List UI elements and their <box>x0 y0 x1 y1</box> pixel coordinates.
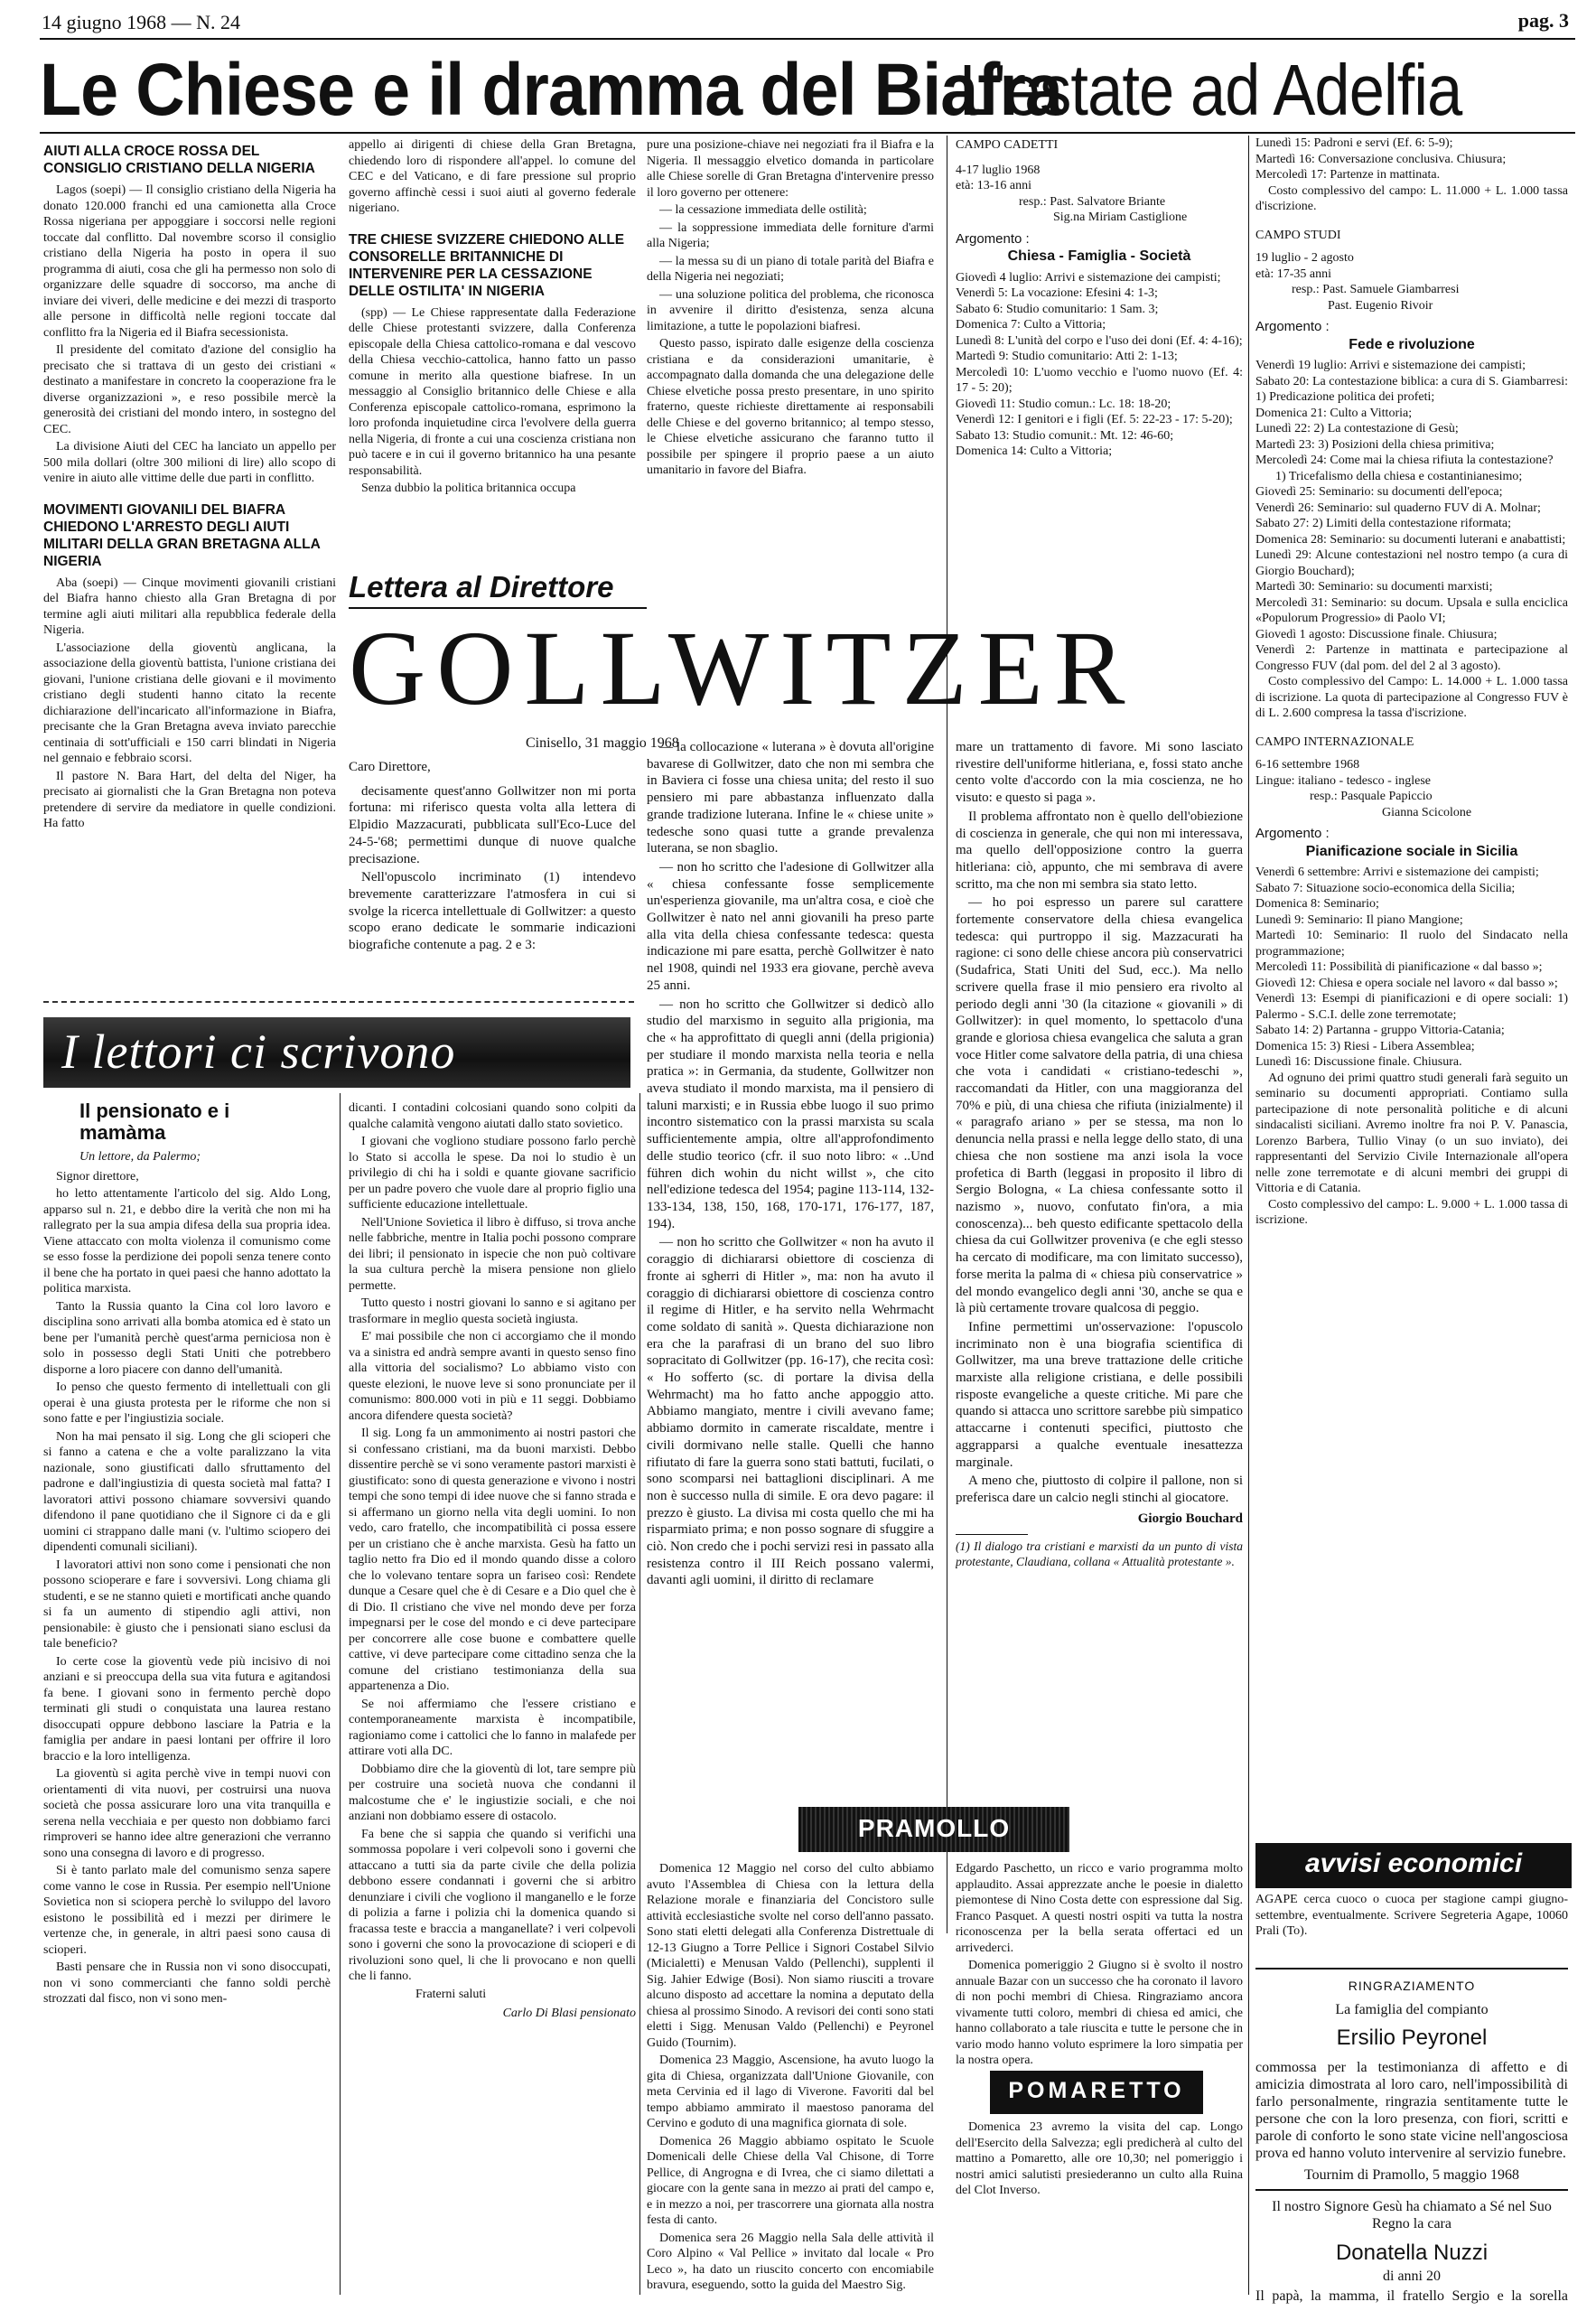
lettori-paragraph: Io certe cose la gioventù vede più incisivo di noi anziani e si preoccupa della sua vita futura e agitandosi fa bene. I giovani sono in fermento perchè dopo terminati gli studi o conquistata una laurea restano disoccupati oppure debbono lasciare la Patria e la famiglia per andare in paesi lontani per offrire il loro braccio e la loro intelligenza. <box>43 1654 331 1764</box>
column-rule <box>340 1093 341 2295</box>
program-item: Sabato 6: Studio comunitario: 1 Sam. 3; <box>956 302 1159 316</box>
lettori-paragraph: Basti pensare che in Russia non vi sono disoccupati, non vi sono commercianti che fanno soldi perchè strozzati dal fisco, non vi sono men- <box>43 1960 331 2006</box>
lettera-kicker: Lettera al Direttore <box>349 570 614 603</box>
program-item: Sabato 13: Studio comunit.: Mt. 12: 46-60; <box>956 428 1174 443</box>
section-divider <box>43 1001 634 1003</box>
biafra-paragraph: Il presidente del comitato d'azione del consiglio ha precisato che si trattava di un gesto dei cristiani « destinato a manifestare in concreto la cooperazione fra le diverse organizzazioni », e reso possibile mercè la generosità dei cristiani del mondo intero, in sostegno del CEC. <box>43 343 336 436</box>
lettori-paragraph: Tutto questo i nostri giovani lo sanno e si agitano per trasformare in meglio questa società ingiusta. <box>349 1296 636 1326</box>
studi-title: CAMPO STUDI <box>1255 228 1341 242</box>
adelfia-column-2 <box>1255 136 1568 1834</box>
lettori-paragraph: Non ha mai pensato il sig. Long che gli scioperi che si fanno a catena e che a volte paralizzano la vita nazionale, sono giustificati dallo sfruttamento del padrone e dall'ingiustizia di questa società mal fatta? I lavoratori attivi possono chiamare sovversivi quando difendono il pane quotidiano che il Signore ci da e gli uomini ci strappano dalle mani (v. l'ultimo sciopero dei dipendenti comunali siciliani). <box>43 1429 331 1554</box>
program-item: Lunedì 8: L'unità del corpo e l'uso dei doni (Ef. 4: 4-16); <box>956 333 1243 348</box>
intl-dates: 6-16 settembre 1968 <box>1255 758 1360 772</box>
program-item: Ad ognuno dei primi quattro studi generali farà seguito un seminario su documenti appropriati. Contiamo sulla partecipazione di note personalità politiche e di alcuni sindacalisti siciliani. Avremo inoltre fra noi P. V. Panascia, Lorenzo Barbera, Tullio Vinay (o un suo inviato), dei rappresentanti del Servizio Civile Internazionale all'opera nelle zone terremotate e di alcuni membri dei gruppi di Vittoria e di Catania. <box>1255 1071 1568 1195</box>
program-item: Costo complessivo del Campo: L. 14.000 + L. 1.000 tassa di iscrizione. La quota di partecipazione al Congresso FUV è di L. 2.600 compresa la tassa d'iscrizione. <box>1255 675 1568 720</box>
pramollo-paragraph: Domenica 26 Maggio abbiamo ospitato le Scuole Domenicali delle Chiese della Val Chisone, di Torre Pellice, di Angrogna e di Ivrea, che ci siamo dilettati a giocare con la gente sana in mezzo ai prati del campo e, e in mezzo a noi, per trascorrere una giornata alla nostra festa di canto. <box>647 2134 934 2227</box>
ringraziamento-title: RINGRAZIAMENTO <box>1348 1979 1476 1993</box>
lettera-footnote: (1) Il dialogo tra cristiani e marxisti da un punto di vista protestante, Claudiana, collana « Attualità protestante ». <box>956 1539 1243 1569</box>
cadetti-theme: Chiesa - Famiglia - Società <box>1007 248 1191 264</box>
lettori-paragraph: Se noi affermiamo che l'essere cristiano e contemporaneamente marxista è incompatibile, ragioniamo come i cattolici che lo fanno in malafede per attirare voti alla DC. <box>349 1697 636 1758</box>
program-item: Domenica 15: 3) Riesi - Libera Assemblea; <box>1255 1039 1475 1053</box>
program-item: Sabato 20: La contestazione biblica: a cura di S. Giambarresi: 1) Predicazione politica dei profeti; <box>1255 374 1568 404</box>
biafra-paragraph: Il pastore N. Bara Hart, del delta del Niger, ha precisato ai giornalisti che la Gran Bretagna non poteva pretendere di servire da mediatore in quelle condizioni. Ha fatto <box>43 769 336 830</box>
lettera-title: GOLLWITZER <box>349 609 1136 727</box>
family-text: Il papà, la mamma, il fratello Sergio e la sorella <box>1255 2288 1568 2304</box>
lettera-column-2 <box>647 739 934 1780</box>
lettera-paragraph: Il problema affrontato non è quello dell'obiezione di coscienza in generale, che qui non mi interessava, ma quello dell'opposizione contro la guerra hitleriana: ciò, appunto, che mi sembrava di avere scritto, ma che non mi sembra sia stato letto. <box>956 809 1243 892</box>
lettori-paragraph: Fa bene che si sappia che quando si verifichi una sommossa popolare i veri colpevoli sono i governi che attaccano a tutti sia da parte civile che della polizia debbono essere condannati i governi che si arbitro denunziare i civili che vogliono il manganello e le forze di polizia a farne i polizia chi la domenica quando si fracassa teste e braccia a manganellate? i veri colpevoli sono i governi che sono la provocazione di scioperi e di rivoluzioni sono quel, li che li provocano e non quelli che li fanno. <box>349 1827 636 1983</box>
cadetti-title: CAMPO CADETTI <box>956 138 1059 152</box>
program-item: Domenica 14: Culto a Vittoria; <box>956 444 1113 458</box>
column-rule <box>1248 136 1249 2295</box>
intl-lang: Lingue: italiano - tedesco - inglese <box>1255 773 1431 788</box>
lettera-paragraph: — non ho scritto che l'adesione di Gollwitzer alla « chiesa confessante fosse semplicemente un'esperienza giovanile, ma un'altra cosa, e cioè che Gollwitzer è nato nel anni giovanili ha preso parte alla vita della chiesa confessante tedesca: questa indicazione mi pare esatta, perchè Gollwitzer è nato nel 1908, quindi nel 1933 era giovane, perchè aveva 25 anni. <box>647 859 934 993</box>
program-item: Lunedì 22: 2) La contestazione di Gesù; <box>1255 422 1459 435</box>
footnote-rule <box>956 1534 1028 1535</box>
program-item: Sabato 14: 2) Partanna - gruppo Vittoria-Catania; <box>1255 1024 1505 1037</box>
pomaretto-column <box>956 2119 1243 2291</box>
lettori-paragraph: Il sig. Long fa un ammonimento ai nostri pastori che si confessano cristiani, ma da buoni marxisti. Debbo dissentire perchè se vi sono veramente pastori marxisti è giustificato: sono di questa generazione e vivono i nostri tempi che sono tempi di idee nuove che si fanno strada e si affermano un giorno nella vita degli uomini. Io non vedo, caro fratello, che incompatibilità ci possa essere per un cristiano che è anche marxista. Gesù ha fatto un taglio netto fra Dio ed il mondo quando disse a coloro che lo volevano tentare sopra un fariseo così: Rendete dunque a Cesare quel che è di Cesare e a Dio quel che è di Dio. Il cristiano che vive nel mondo deve per forza impegnarsi per le cose del mondo e ci deve partecipare per concorrere alle cose buone e combattere quelle cattive, vi deve partecipare come cittadino senza che la comune del cristiano testimonianza della sua appartenenza a Dio. <box>349 1427 636 1693</box>
program-item: Giovedì 1 agosto: Discussione finale. Chiusura; <box>1255 627 1498 641</box>
intl-resp: Gianna Scicolone <box>1382 805 1472 819</box>
lettori-paragraph: I giovani che vogliono studiare possono farlo perchè lo Stato si accolla le spese. Da noi lo studio è un privilegio di chi ha i soldi e quante giovane sacrificio per un padre povero che vuole dare al proprio figlio una sufficiente educazione intellettuale. <box>349 1135 636 1212</box>
program-item: Costo complessivo del campo: L. 11.000 + L. 1.000 tassa d'iscrizione. <box>1255 183 1568 213</box>
biafra-subhead-1: AIUTI ALLA CROCE ROSSA DEL CONSIGLIO CRISTIANO DELLA NIGERIA <box>43 144 315 176</box>
biafra-subhead-2: MOVIMENTI GIOVANILI DEL BIAFRA CHIEDONO L'ARRESTO DEGLI AIUTI MILITARI DELLA GRAN BRETAGNA ALLA NIGERIA <box>43 501 321 569</box>
lettori-paragraph: Io penso che questo fermento di intellettuali con gli operai è una giusta protesta per le riforme che non si sono fatte e per l'ingiustizia sociale. <box>43 1380 331 1426</box>
lettori-paragraph: Nell'Unione Sovietica il libro è diffuso, si trova anche nelle fabbriche, mentre in Italia pochi possono comprare dei libri; il pensionato in ispecie che non può coltivare la sua cultura perchè la misera pensione non glielo permette. <box>349 1215 636 1293</box>
program-item: Giovedì 11: Studio comun.: Lc. 18: 18-20; <box>956 397 1171 411</box>
lettera-paragraph: — la collocazione « luterana » è dovuta all'origine bavarese di Gollwitzer, dato che non mi sembra che in Baviera ci fosse una chiesa unita; del resto il suo pensiero mi pare abbastanza influenzato dalla grande tradizione luterana. Infine le « chiese unite » tedesche sono quasi tutte a grande prevalenza luterana, se non sbaglio. <box>647 740 934 856</box>
program-item: Lunedì 16: Discussione finale. Chiusura. <box>1255 1055 1462 1069</box>
lettori-paragraph: Si è tanto parlato male del comunismo senza sapere come vanno le cose in Russia. Per esempio nell'Unione Sovietica non si sciopera perchè lo sviluppo del lavoro esistono le possibilità ed i mezzi per dirimere le vertenze che, in generale, in altri paesi sono causa di scioperi. <box>43 1864 331 1957</box>
program-item: Mercoledì 11: Possibilità di pianificazione « dal basso »; <box>1255 960 1543 974</box>
program-item: Venerdì 13: Esempi di pianificazioni e di opere sociali: 1) Palermo - S.C.I. delle zone terremotate; <box>1255 992 1568 1022</box>
argomento-label: Argomento : <box>1255 319 1330 334</box>
pramollo-paragraph: Edgardo Paschetto, un ricco e vario programma molto applaudito. Assai apprezzate anche le poesie in dialetto piemontese di Nino Costa dette con espressione dal Sig. Franco Pasquet. A questi nostri ospiti va tutta la nostra riconoscenza per la bella serata offertaci ed un arrivederci. <box>956 1862 1243 1955</box>
avvisi-column <box>1255 1892 1568 1964</box>
biafra-paragraph: Questo passo, ispirato dalle esigenze della coscienza cristiana e da considerazioni umanitarie, è accompagnato dalla domanda che una delegazione delle Chiese elvetiche possa presto presentare, in uno spirito fraterno, queste richieste direttamente ai responsabili delle Chiese e del governo britannico; al tempo stesso, le Chiese elvetiche assicurano che faranno tutto il possibile per spingere il proprio paese a un aiuto umanitario in favore del Biafra. <box>647 337 934 477</box>
program-item: Giovedì 25: Seminario: su documenti dell'epoca; <box>1255 485 1503 499</box>
program-item: Martedì 9: Studio comunitario: Atti 2: 1-13; <box>956 350 1178 363</box>
program-item: 1) Tricefalismo della chiesa e costantinianesimo; <box>1275 469 1523 483</box>
biafra-paragraph: Aba (soepi) — Cinque movimenti giovanili cristiani del Biafra hanno chiesto alla Gran Bretagna di por termine agli aiuti militari alla repubblica federale della Nigeria. <box>43 575 336 637</box>
intl-title: CAMPO INTERNAZIONALE <box>1255 734 1414 749</box>
avvisi-text: AGAPE cerca cuoco o cuoca per stagione campi giugno-settembre, eventualmente. Scrivere Segreteria Agape, 10060 Prali (To). <box>1255 1893 1568 1938</box>
lettera-greeting: Caro Direttore, <box>349 760 431 774</box>
program-item: Venerdì 5: La vocazione: Efesini 4: 1-3; <box>956 286 1158 300</box>
announcement-intro: Il nostro Signore Gesù ha chiamato a Sé nel Suo Regno la cara <box>1272 2198 1552 2231</box>
biafra-paragraph: Lagos (soepi) — Il consiglio cristiano della Nigeria ha donato 120.000 franchi ed una camionetta alla Croce Rossa nigeriana per appoggiare i soccorsi nelle regioni toccate dal conflitto. Dal novembre scorso il consiglio cristiano della Nigeria ha posto in opera il suo programma di aiuti, cosa che gli ha permesso non solo di organizzare delle squadre di soccorso, ma anche di inviare dei viveri, delle medicine e dei mezzi di trasporto alle persone in difficoltà nelle regioni toccate dal conflitto fra la Nigeria ed il Biafra secessionista. <box>43 183 336 340</box>
biafra-list-item: — una soluzione politica del problema, che riconosca in avvenire il diritto d'esistenza, senza alcuna limitazione, a tutte le popolazioni biafresi. <box>647 287 934 333</box>
argomento-label: Argomento : <box>956 230 1030 247</box>
pramollo-banner <box>798 1807 1069 1852</box>
program-item: Domenica 21: Culto a Vittoria; <box>1255 406 1413 420</box>
header-rule <box>40 38 1575 40</box>
deceased-name-2: Donatella Nuzzi <box>1335 2240 1489 2265</box>
lettera-signature: Giorgio Bouchard <box>1137 1511 1243 1526</box>
program-item: Costo complessivo del campo: L. 9.000 + L. 1.000 tassa di iscrizione. <box>1255 1197 1568 1227</box>
studi-resp: Past. Eugenio Rivoir <box>1328 298 1433 313</box>
program-item: Lunedì 29: Alcune contestazioni nel nostro tempo (a cura di Giorgio Bouchard); <box>1255 548 1568 578</box>
program-item: Sabato 27: 2) Limiti della contestazione riformata; <box>1255 517 1512 530</box>
pramollo-paragraph: Domenica pomeriggio 2 Giugno si è svolto il nostro annuale Bazar con un successo che ha coronato il lavoro di non pochi membri di Chiesa. Ringraziamo ancora vivamente tutti coloro, membri di chiesa ed amici, che hanno collaborato a tale riuscita e tutte le persone che in vario modo hanno voluto esprimere la loro simpatia per la nostra opera. <box>956 1959 1243 2067</box>
lettera-column-1 <box>349 759 636 1030</box>
program-item: Mercoledì 31: Seminario: su docum. Upsala e sulla enciclica «Populorum Progressio» di Paolo VI; <box>1255 595 1568 625</box>
pramollo-paragraph: Domenica sera 26 Maggio nella Sala delle attività il Coro Alpino « Val Pellice » invitato dal locale « Pro Leco », ha dato un riuscito concerto con encomiabile bravura, eseguendo, sotto la guida del Maestro Sig. <box>647 2231 934 2292</box>
program-item: Domenica 8: Seminario; <box>1255 897 1379 911</box>
lettori-banner <box>43 1017 630 1088</box>
biafra-paragraph: pure una posizione-chiave nei negoziati fra il Biafra e la Nigeria. Il messaggio elvetico domanda in particolare alle Chiese sorelle di Gran Bretagna d'intervenire presso il loro governo per ottenere: <box>647 138 934 200</box>
program-item: Lunedì 9: Seminario: Il piano Mangione; <box>1255 912 1463 927</box>
lettori-paragraph: E' mai possibile che non ci accorgiamo che il mondo va a sinistra ed andrà sempre avanti in questo senso fino alla vittoria del socialismo? Lo abbiamo visto con queste elezioni, le nuove leve si sono pronunciate per il comunismo: 800.000 voti in più e 11 seggi. Dobbiamo ancora difendere questa società? <box>349 1330 636 1423</box>
program-item: Venerdì 12: I genitori e i figli (Ef. 5: 22-23 - 17: 5-20); <box>956 413 1233 426</box>
lettera-paragraph: Infine permettimi un'osservazione: l'opuscolo incriminato non è una biografia scientifica di Gollwitzer, ma una breve trattazione delle critiche marxiste alla religione cristiana, e delle possibili risposte evangeliche a queste critiche. Mi pare che quando si attacca uno scrittore sarebbe più simpatico attaccarne i contenuti specifici, piuttosto che aggrapparsi a qualche eventuale inesattezza marginale. <box>956 1319 1243 1470</box>
program-item: Giovedì 4 luglio: Arrivi e sistemazione dei campisti; <box>956 270 1221 285</box>
lettori-paragraph: I lavoratori attivi non sono come i pensionati che non possono scioperare e fare i sovversivi. Long chiama gli studenti, e se ne stanno quieti e mortificati anche quando si fa un aumento di stipendio agli attivi, non pensionabile: è giusto che i pensionati siano esclusi da tale beneficio? <box>43 1558 331 1651</box>
biafra-column-2 <box>349 137 636 571</box>
lettera-column-3 <box>956 739 1243 1798</box>
pramollo-column-2 <box>956 1861 1243 2069</box>
argomento-label: Argomento : <box>1255 826 1330 841</box>
program-item: Venerdì 6 settembre: Arrivi e sistemazione dei campisti; <box>1255 865 1539 879</box>
ringraziamento-text: commossa per la testimonianza di affetto e di amicizia dimostrata al loro caro, nell'impossibilità di farlo personalmente, ringrazia sentitamente tutte le persone che con la loro presenza, con fiori, scritti e parole di conforto le sono state vicine nell'angosciosa prova ed hanno voluto intervenire al servizio funebre. <box>1255 2060 1568 2161</box>
lettera-date: Cinisello, 31 maggio 1968 <box>526 735 679 751</box>
lettori-closing: Fraterni saluti <box>415 1987 487 2001</box>
program-item: Giovedì 12: Chiesa e opera sociale nel lavoro « dal basso »; <box>1255 976 1558 990</box>
program-item: Martedì 30: Seminario: su documenti marxisti; <box>1255 580 1493 594</box>
biafra-list-item: — la messa su di un piano di totale parità del Biafra e della Nigeria nei negoziati; <box>647 254 934 284</box>
studi-resp: resp.: Past. Samuele Giambarresi <box>1292 283 1460 296</box>
biafra-column-3 <box>647 137 934 571</box>
cadetti-resp: Sig.na Miriam Castiglione <box>1053 211 1188 224</box>
program-item: Lunedì 15: Padroni e servi (Ef. 6: 5-9); <box>1255 136 1453 150</box>
lettera-paragraph: decisamente quest'anno Gollwitzer non mi porta fortuna: mi riferisco questa volta alla lettera di Elpidio Mazzacurati, pubblicata sull'Eco-Luce del 24-5-'68; permettimi dunque di nuove qualche precisazione. <box>349 783 636 866</box>
studi-dates: 19 luglio - 2 agosto <box>1255 251 1354 265</box>
studi-age: età: 17-35 anni <box>1255 267 1331 281</box>
biafra-subhead-3: TRE CHIESE SVIZZERE CHIEDONO ALLE CONSORELLE BRITANNICHE DI INTERVENIRE PER LA CESSAZIONE DELLE OSTILITA' IN NIGERIA <box>349 231 625 299</box>
ringraziamento-place: Tournim di Pramollo, 5 maggio 1968 <box>1304 2167 1519 2183</box>
biafra-paragraph: Senza dubbio la politica britannica occupa <box>361 482 576 495</box>
page-number: pag. 3 <box>1517 9 1569 32</box>
pramollo-banner-text: PRAMOLLO <box>857 1814 1011 1842</box>
biafra-paragraph: appello ai dirigenti di chiese della Gran Bretagna, chiedendo loro di rispondere all'appel. lo comune del CEC e del Vaticano, e di fare pressione sul proprio governo affinchè cessi i suoi aiuti al governo federale nigeriano. <box>349 138 636 215</box>
ringraziamento-intro: La famiglia del compianto <box>1335 2001 1489 2017</box>
program-item: Domenica 28: Seminario: su documenti luterani e anabattisti; <box>1255 532 1566 547</box>
biafra-list-item: — la cessazione immediata delle ostilità; <box>659 203 867 217</box>
cadetti-resp: resp.: Past. Salvatore Briante <box>1019 194 1166 209</box>
program-item: Domenica 7: Culto a Vittoria; <box>956 318 1106 332</box>
lettori-column-2 <box>349 1100 636 2293</box>
pomaretto-paragraph: Domenica 23 avremo la visita del cap. Longo dell'Esercito della Salvezza; egli predicherà al culto del mattino a Pomaretto, alle ore 10,30; nel pomeriggio i nostri amici salutisti presiederanno un culto alla Ruina del Clot Inverso. <box>956 2120 1243 2197</box>
issue-date: 14 giugno 1968 — N. 24 <box>42 11 240 33</box>
program-item: Mercoledì 24: Come mai la chiesa rifiuta la contestazione? <box>1255 454 1554 467</box>
studi-theme: Fede e rivoluzione <box>1349 336 1475 352</box>
program-item: Venerdì 19 luglio: Arrivi e sistemazione dei campisti; <box>1255 359 1526 372</box>
lettori-paragraph: Tanto la Russia quanto la Cina col loro lavoro e disciplina sono arrivati alla bomba atomica ed è stato un bene per l'umanità perchè quest'arma perniciosa non è solo in possesso degli Stati Uniti che potrebbero disporne a loro piacere con danno dell'umanità. <box>43 1299 331 1377</box>
biafra-paragraph: L'associazione della gioventù anglicana, la associazione della gioventù battista, l'unione cristiana dei giovani, l'unione cristiana delle giovani e il movimento cristiano degli studenti hanno citato la recente dichiarazione dell'incaricato all'informazione in Biafra, precisante che la Gran Bretagna aveva inviato parecchie centinaia di sott'ufficiali e 150 carri blindati in Nigeria nel gennaio e febbraio scorsi. <box>43 641 336 765</box>
lettera-paragraph: — ho poi espresso un parere sul carattere fortemente conservatore della chiesa evangelica tedesca: qui purtroppo il sig. Mazzacurati ha ragione: ci sono delle chiese ancora più conservatrici (Sudafrica, Stati Uniti del Sud, ecc.). Ma nello scrivere quella frase il mio pensiero era rivolto al periodo degli anni '30 (la citazione « giovanili » di Gollwitzer): in quel momento, lo spettacolo d'una grande e gloriosa chiesa evangelica che saluta a gran voce Hitler come salvatore della patria, di una chiesa che vota i candidati « cristiano-tedeschi », raccomandati da Hitler, con una maggioranza del 70% e più, di una chiesa che rifiuta (inizialmente) il « paragrafo ariano » per se stessa, ma non lo denuncia nella prassi e nella legge dello stato, di una chiesa che non sostiene ma anzi isola la voce profetica di Barth (leggasi in proposito il libro di Sergio Bologna, « La chiesa confessante sotto il nazismo », nuovo, confutato fin'ora, a mia conoscenza)... beh questo edificante spettacolo della chiesa da cui Gollwitzer proveniva (e che egli stesso ha cercato di modificare, ma con limitato successo), forse merita la palma di « chiesa più conservatrice » del mondo evangelico degli anni '30, anche se qua e là più certamente trovare qualcosa di peggio. <box>956 895 1243 1316</box>
avvisi-banner-text: avvisi economici <box>1304 1848 1523 1878</box>
lettori-greeting: Signor direttore, <box>56 1169 139 1184</box>
biafra-paragraph: La divisione Aiuti del CEC ha lanciato un appello per 500 mila dollari (oltre 300 milioni di lire) allo scopo di venire in aiuto alle vittime delle due parti in conflitto. <box>43 440 336 485</box>
program-item: Venerdì 26: Seminario: sul quaderno FUV di A. Molnar; <box>1255 501 1541 515</box>
lettori-title: Il pensionato e i mamàma <box>79 1100 230 1144</box>
biafra-list-item: — la soppressione immediata delle forniture d'armi alla Nigeria; <box>647 220 934 250</box>
lettori-signature: Carlo Di Blasi pensionato <box>502 2007 636 2020</box>
pramollo-column-1 <box>647 1861 934 2295</box>
pramollo-paragraph: Domenica 23 Maggio, Ascensione, ha avuto luogo la gita di Chiesa, organizzata dall'Unione Giovanile, con meta Cervinia ed il lago di Viverone. Favoriti dal bel tempo abbiamo ammirato il maestoso panorama del Cervino e goduto di una magnifica giornata di sole. <box>647 2054 934 2130</box>
program-item: Martedì 10: Seminario: Il ruolo del Sindacato nella programmazione; <box>1255 929 1568 959</box>
ringraziamento-column <box>1255 1979 1568 2304</box>
lettori-column-1 <box>43 1100 331 2293</box>
lettera-paragraph: — non ho scritto che Gollwitzer si dedicò allo studio del marxismo in seguito alla prigionia, ma che « ha approfittato di quegli anni (della prigionia) per studiare il mondo marxista nella teoria e nella pratica »: in Germania, da studente, Gollwitzer non aveva studiato il mondo marxista, ma il pensiero di taluni marxisti; e in Russia ebbe luogo il suo primo incontro sistematico con la prassi marxista su scala sufficientemente ampia, oltre all'approfondimento delle studio teorico (cfr. il suo noto libro: « ..Und führen dich wohin du nicht willst », che cito nell'edizione tedesca del 1954; pagine 113-114, 132-133-134, 138, 150, 168, 170-171, 176-177, 187, 194). <box>647 996 934 1231</box>
program-item: Mercoledì 10: L'uomo vecchio e l'uomo nuovo (Ef. 4: 17 - 5: 20); <box>956 365 1243 395</box>
lettori-byline: Un lettore, da Palermo; <box>79 1150 201 1164</box>
deceased-age: di anni 20 <box>1383 2268 1441 2284</box>
lettera-paragraph: — non ho scritto che Gollwitzer « non ha avuto il coraggio di dichiararsi obiettore di coscienza di fronte ai sgherri di Hitler », ma: non ha avuto il coraggio di dichiararsi obiettore di coscienza contro il regime di Hitler, e ha servito nella Wehrmacht come soldato di sanità ». Questa dichiarazione non era che la parafrasi di un brano del suo libro sopracitato di Gollwitzer (pp. 16-17), che recita così: « Ho sofferto (sc. di portare la divisa della Wehrmacht) ma ho fatto anche appoggio atto. Abbiamo mangiato, mentre i civili avevano fame; abbiamo dormito in camerate riscaldate, mentre i civili dormivano nelle stalle. Quelli che hanno rifiutato di fare la guerra sono stati battuti, fucilati, o sono scomparsi nei battaglioni disciplinari. A me non è successo nulla di simile. E ora devo pagare: il prezzo è giusto. La divisa mi costa quello che mi ha risparmiato prima; e non posso sognare di sfuggire a ciò. Non credo che i pochi servizi resi in passato alla resistenza contro il III Reich possano valermi, davanti agli uomini, il diritto di reclamare <box>647 1235 934 1588</box>
intl-theme: Pianificazione sociale in Sicilia <box>1305 843 1518 859</box>
lettera-paragraph: mare un trattamento di favore. Mi sono lasciato rivestire dell'uniforme hitleriana, e, fossi stato anche cento volte d'accordo con la mia coscienza, ne ho visuto: e questo si paga ». <box>956 740 1243 806</box>
biafra-paragraph: (spp) — Le Chiese rappresentate dalla Federazione delle Chiese protestanti svizzere, dalla Conferenza episcopale della Chiesa cattolico-romana e dal vescovo della Chiesa vecchio-cattolica, hanno fatto un passo comune in merito alla questione biafrese. In un messaggio al Consiglio britannico delle Chiese e alla Conferenza episcopale cattolico-romana, esprimono la loro profonda inquietudine circa l'evolvere della guerra nella Nigeria, di fronte a cui una coscienza cristiana non può tacere e in cui il governo britannico ha una pesante responsabilità. <box>349 305 636 478</box>
lettori-banner-text: I lettori ci scrivono <box>61 1025 456 1079</box>
adelfia-headline: L'estate ad Adelfia <box>959 50 1462 130</box>
lettori-paragraph: ho letto attentamente l'articolo del sig. Aldo Long, apparso sul n. 21, e debbo dire la verità che non mi ha rallegrato per la sua ampia difesa della sua propria idea. Viene attaccato con molta violenza il comunismo come se esso fosse la perdizione dei popoli senza tenere conto il bene che ha portato in quei paesi che hanno adottato la politica marxista. <box>43 1187 331 1296</box>
intl-resp: resp.: Pasquale Papiccio <box>1310 790 1433 803</box>
lettori-paragraph: La gioventù si agita perchè vive in tempi nuovi con orientamenti di vita nuovi, per costruirsi una nuova società che possa assicurare loro una vita tranquilla e serena nella vecchiaia e per questo non dobbiamo farci rimproveri se hanno idee altre generazioni che verranno sono una consegna di lavoro e di progresso. <box>43 1767 331 1860</box>
column-rule <box>639 1093 640 2295</box>
section-rule <box>1255 1968 1568 1969</box>
lettori-paragraph: Dobbiamo dire che la gioventù di lot, tare sempre più per costruire una società nuova che condanni il malcostume che e' le ingiustizie sociali, e che noi anziani non dobbiamo essere di ostacolo. <box>349 1762 636 1823</box>
title-rule <box>40 132 1575 134</box>
pomaretto-banner-text: POMARETTO <box>1008 2078 1185 2103</box>
program-item: Sabato 7: Situazione socio-economica della Sicilia; <box>1255 881 1516 895</box>
section-rule <box>1255 2189 1568 2191</box>
program-item: Venerdì 2: Partenze in mattinata e partecipazione al Congresso FUV (dal pom. del del 2 al 3 agosto). <box>1255 643 1568 673</box>
cadetti-age: età: 13-16 anni <box>956 179 1031 192</box>
lettori-paragraph: dicanti. I contadini colcosiani quando sono colpiti da qualche calamità vengono aiutati dallo stato sovietico. <box>349 1101 636 1131</box>
lettera-paragraph: Nell'opuscolo incriminato (1) intendevo brevemente caratterizzare l'atmosfera in cui si svolge la ricerca intellettuale di Gollwitzer: a questo scopo erano dedicate le sommarie indicazioni biografiche contenute a pag. 2 e 3: <box>349 870 636 953</box>
program-item: Martedì 23: 3) Posizioni della chiesa primitiva; <box>1255 437 1495 452</box>
avvisi-banner <box>1255 1843 1572 1888</box>
pramollo-paragraph: Domenica 12 Maggio nel corso del culto abbiamo avuto l'Assemblea di Chiesa con la lettura della Relazione morale e finanziaria del Concistoro sulle attività ecclesiastiche svolte nel corso dell'anno passato. Sono stati eletti delegati alla Conferenza Distrettuale di 12-13 Giugno a Torre Pellice i Signori Costabel Silvio (Micialetti) e Menusan Valdo (Pellenchi), supplenti il Sig. Jahier Edwige (Bosi). Non siamo riusciti a trovare alcuno disposto ad accettare la nomina a deputato della chiesa al prossimo Sinodo. A revisori dei conti sono stati eletti i Sigg. Menusan Valdo (Pellenchi) e Peyronel Guido (Tournim). <box>647 1862 934 2050</box>
pomaretto-banner <box>990 2071 1203 2114</box>
deceased-name-1: Ersilio Peyronel <box>1336 2026 1488 2050</box>
cadetti-dates: 4-17 luglio 1968 <box>956 163 1041 177</box>
lettera-paragraph: A meno che, piuttosto di colpire il pallone, non si preferisca dare un calcio negli stinchi al giocatore. <box>956 1474 1243 1505</box>
biafra-headline: Le Chiese e il dramma del Biafra <box>40 49 1062 131</box>
program-item: Martedì 16: Conversazione conclusiva. Chiusura; <box>1255 152 1507 166</box>
program-item: Mercoledì 17: Partenze in mattinata. <box>1255 168 1441 182</box>
